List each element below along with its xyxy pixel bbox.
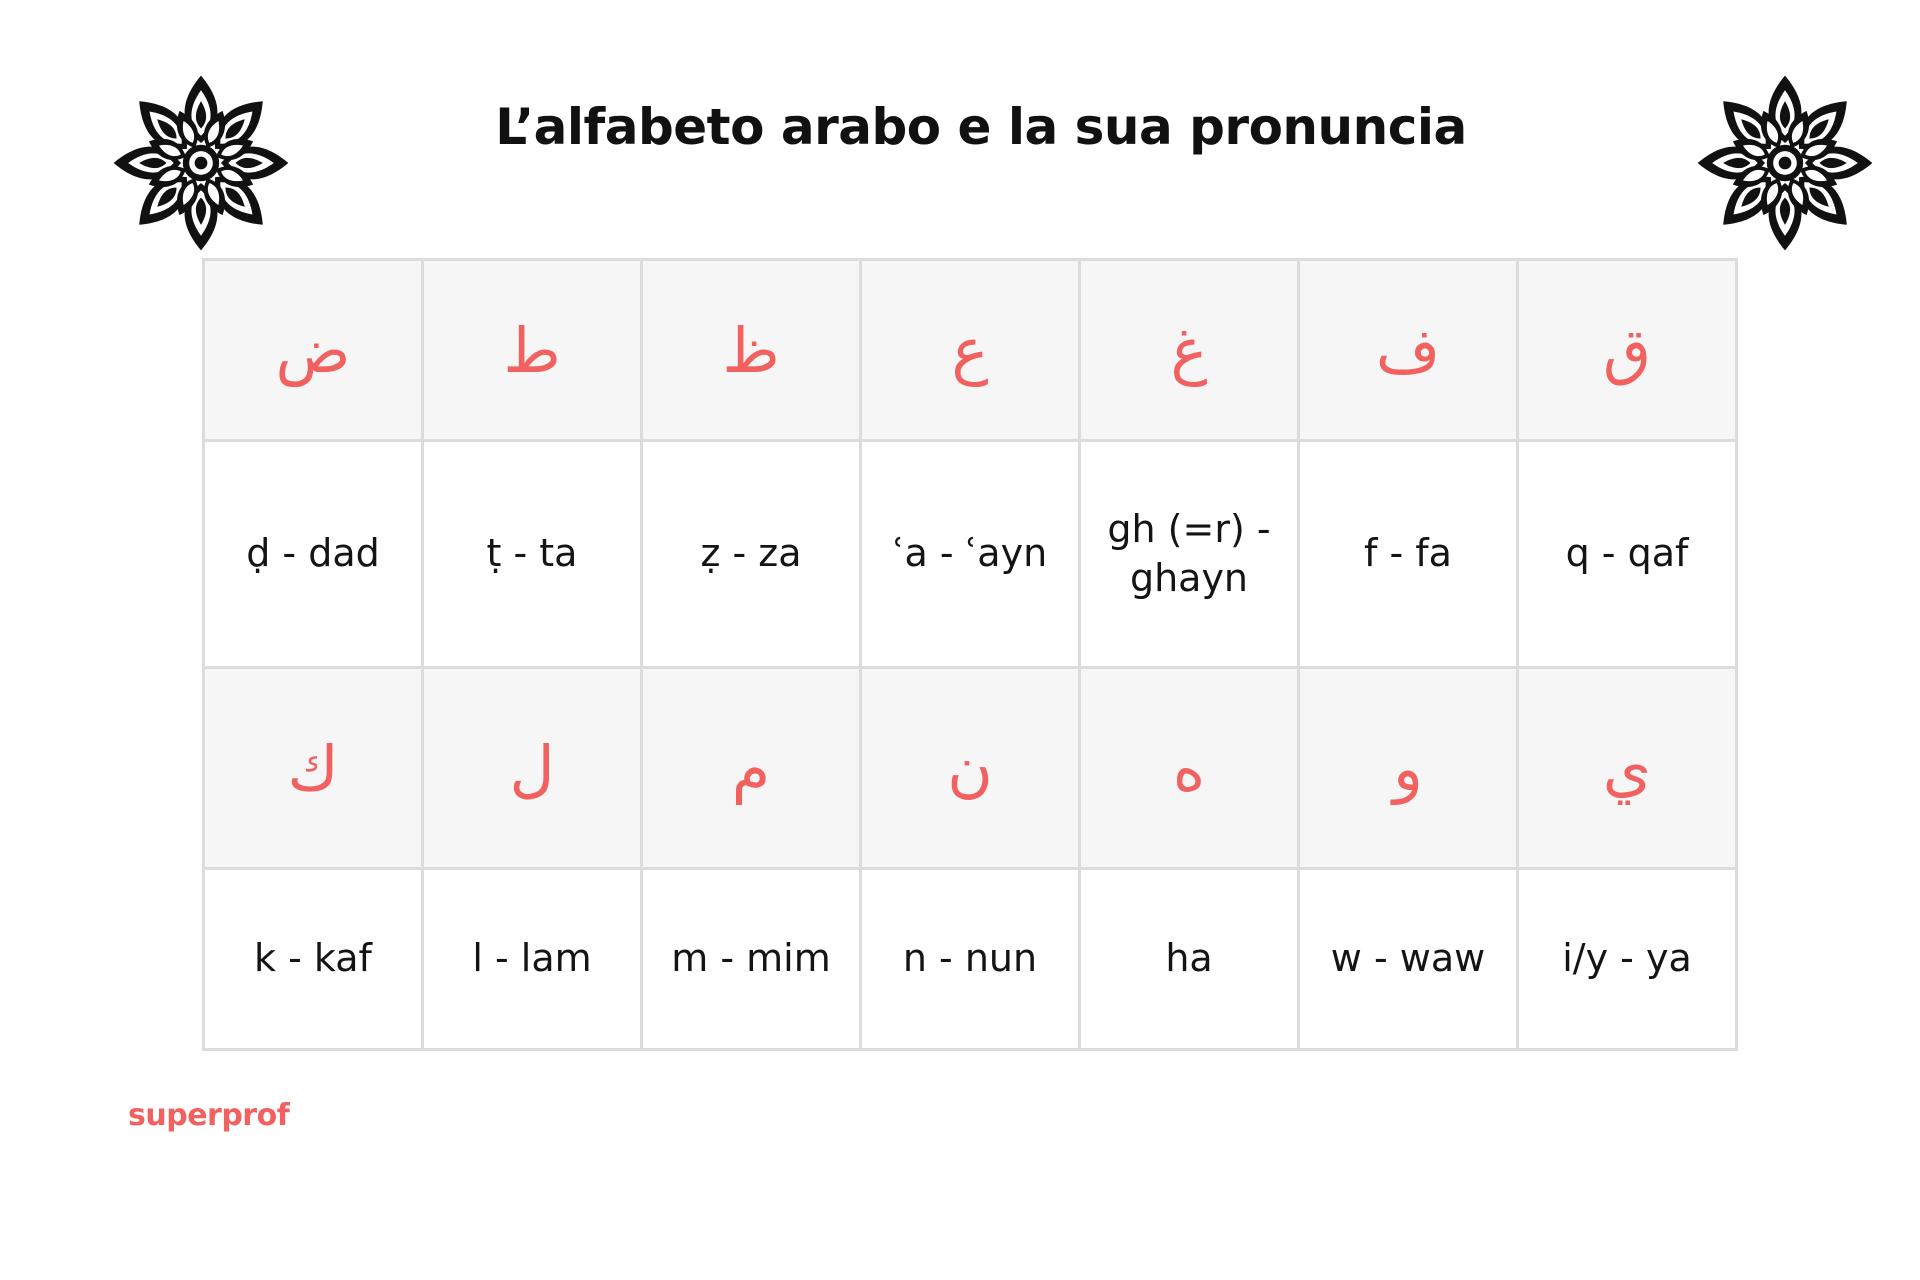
flower-mandala-shape bbox=[1698, 76, 1873, 251]
arabic-letter: ق bbox=[1518, 260, 1737, 441]
arabic-letter: و bbox=[1299, 668, 1518, 869]
letter-pronunciation: ẓ - za bbox=[642, 441, 861, 668]
arabic-letter: ه bbox=[1080, 668, 1299, 869]
arabic-letter: غ bbox=[1080, 260, 1299, 441]
letter-pronunciation: m - mim bbox=[642, 869, 861, 1050]
letter-pronunciation: ha bbox=[1080, 869, 1299, 1050]
letter-pronunciation: f - fa bbox=[1299, 441, 1518, 668]
letter-pronunciation: ṭ - ta bbox=[423, 441, 642, 668]
letter-row bbox=[204, 260, 1737, 441]
arabic-letter: ض bbox=[204, 260, 423, 441]
arabic-letter: ل bbox=[423, 668, 642, 869]
letter-pronunciation: ḍ - dad bbox=[204, 441, 423, 668]
page-title: L’alfabeto arabo e la sua pronuncia bbox=[495, 98, 1467, 156]
arabic-letter: ن bbox=[861, 668, 1080, 869]
arabic-letter: ك bbox=[204, 668, 423, 869]
arabic-letter: ظ bbox=[642, 260, 861, 441]
alphabet-table bbox=[202, 258, 1738, 1051]
arabic-letter: م bbox=[642, 668, 861, 869]
arabic-letter: ط bbox=[423, 260, 642, 441]
letter-pronunciation: w - waw bbox=[1299, 869, 1518, 1050]
arabic-letter: ع bbox=[861, 260, 1080, 441]
arabic-letter: ف bbox=[1299, 260, 1518, 441]
alphabet-grid bbox=[202, 258, 1738, 1051]
superprof-logo: superprof bbox=[128, 1098, 290, 1133]
arabic-letter: ي bbox=[1518, 668, 1737, 869]
letter-pronunciation: gh (=r) - ghayn bbox=[1080, 441, 1299, 668]
pronunciation-row bbox=[204, 869, 1737, 1050]
letter-row bbox=[204, 668, 1737, 869]
flower-mandala-icon-right bbox=[1694, 72, 1876, 254]
letter-pronunciation: l - lam bbox=[423, 869, 642, 1050]
letter-pronunciation: i/y - ya bbox=[1518, 869, 1737, 1050]
letter-pronunciation: ʿa - ʿayn bbox=[861, 441, 1080, 668]
letter-pronunciation: k - kaf bbox=[204, 869, 423, 1050]
letter-pronunciation: q - qaf bbox=[1518, 441, 1737, 668]
letter-pronunciation: n - nun bbox=[861, 869, 1080, 1050]
pronunciation-row bbox=[204, 441, 1737, 668]
